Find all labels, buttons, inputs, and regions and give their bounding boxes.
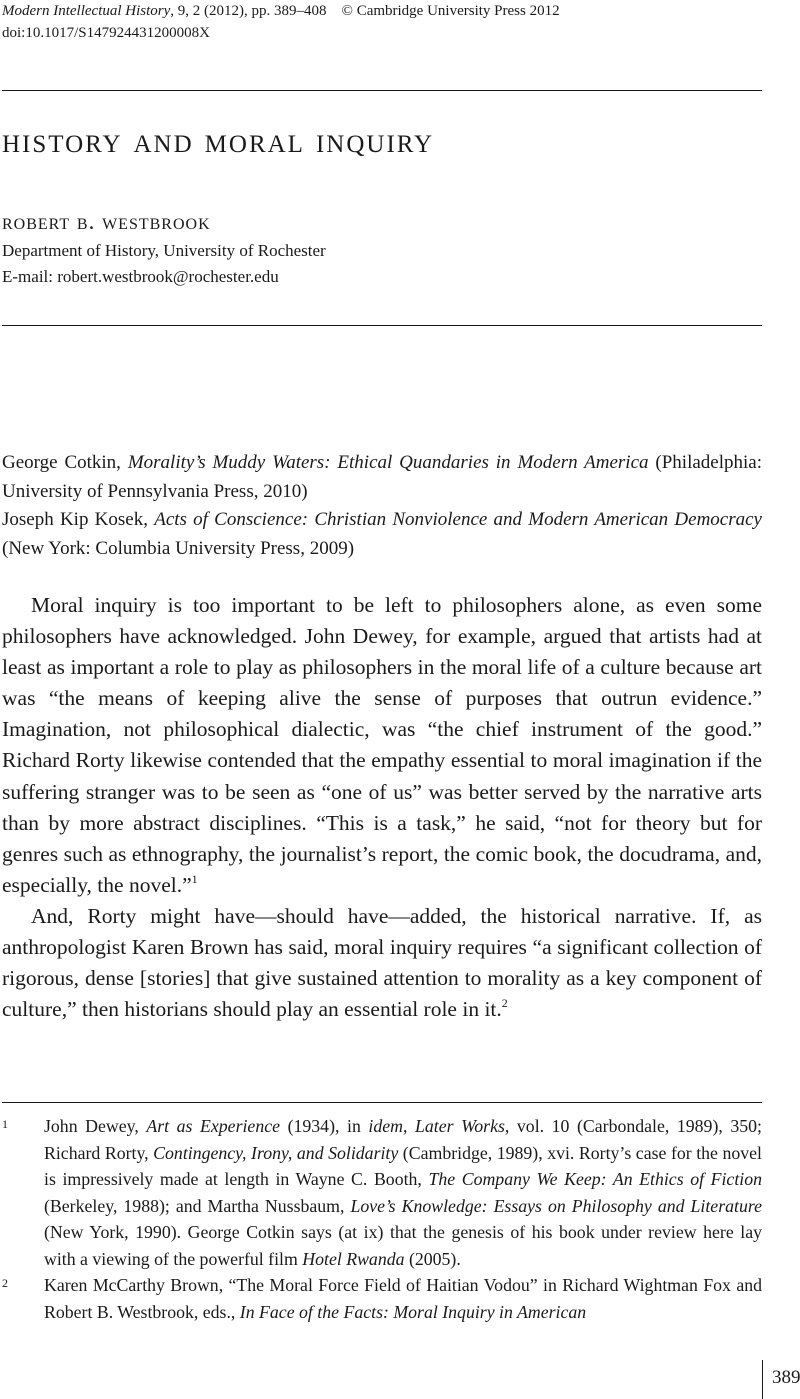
- doi: doi:10.1017/S147924431200008X: [2, 25, 210, 41]
- footnote-1: 1 John Dewey, Art as Experience (1934), in idem, Later Works, vol. 10 (Carbondale, 1989), 350; Richard Rorty, Contingency, Irony, and Solidarity (Cambridge, 1989), xvi. Rorty’s case for the novel is impressively made at length in Wayne C. Booth, The Company We Keep: An Ethics of Fiction (Berkeley, 1988); and Martha Nussbaum, Love’s Knowledge: Essays on Philosophy and Literature (New York, 1990). George Cotkin says (at ix) that the genesis of his book under review here lay with a viewing of the powerful film Hotel Rwanda (2005).: [2, 1113, 762, 1272]
- author-name: robert b. westbrook: [2, 209, 211, 234]
- paragraph: And, Rorty might have—should have—added, the historical narrative. If, as anthropologist Karen Brown has said, moral inquiry requires “a significant collection of rigorous, dense [stories] that give sustained attention to morality as a key component of culture,” then historians should play an essential role in it.$^2$: [2, 903, 762, 1022]
- article-title: history and moral inquiry: [2, 120, 435, 160]
- reviewed-book-2: Joseph Kip Kosek, Acts of Conscience: Christian Nonviolence and Modern American Democracy (New York: Columbia University Press, 2009): [2, 509, 762, 559]
- email: E-mail: robert.westbrook@rochester.edu: [2, 267, 279, 286]
- footnote-number: 2: [2, 1276, 8, 1290]
- footnote-ref: 2: [501, 996, 508, 1011]
- footnote-rule: [2, 1102, 762, 1103]
- footnote-2: 2 Karen McCarthy Brown, “The Moral Force Field of Haitian Vodou” in Richard Wightman Fox and Robert B. Westbrook, eds., In Face of the Facts: Moral Inquiry in American: [2, 1272, 762, 1325]
- page-number-divider: [762, 1360, 763, 1399]
- affiliation: Department of History, University of Rochester: [2, 241, 326, 260]
- citation-line: [2, 0, 560, 22]
- issue-info: , 9, 2 (2012), pp. 389–408: [170, 3, 327, 19]
- book-title: Acts of Conscience: Christian Nonviolence and Modern American Democracy: [154, 509, 762, 530]
- author-affiliation-block: [2, 238, 326, 290]
- reviewed-books: [2, 449, 762, 563]
- footnote-ref: 1: [191, 871, 198, 886]
- header-bottom-rule: [2, 325, 762, 326]
- footnotes: [2, 1113, 762, 1325]
- footnote-number: 1: [2, 1117, 8, 1131]
- page-number: 389: [772, 1367, 800, 1388]
- journal-name: Modern Intellectual History: [2, 3, 171, 19]
- paragraph: Moral inquiry is too important to be left to philosophers alone, as even some philosophers have acknowledged. John Dewey, for example, argued that artists had at least as important a role to play as philosophers in the moral life of a culture because art was “the means of keeping alive the sense of purposes that outrun evidence.” Imagination, not philosophical dialectic, was “the chief instrument of the good.” Richard Rorty likewise contended that the empathy essential to moral imagination if the suffering stranger was to be seen as “one of us” was better served by the narrative arts than by more abstract disciplines. “This is a task,” he said, “not for theory but for genres such as ethnography, the journalist’s report, the comic book, the docudrama, and, especially, the novel.”$^1$: [2, 593, 762, 897]
- reviewed-book-1: George Cotkin, Morality’s Muddy Waters: Ethical Quandaries in Modern America (Philadelphia: University of Pennsylvania Press, 2010): [2, 452, 762, 502]
- copyright: © Cambridge University Press 2012: [341, 3, 560, 19]
- book-title: Morality’s Muddy Waters: Ethical Quandaries in Modern America: [127, 452, 649, 473]
- article-body: [2, 590, 762, 1025]
- running-header: [2, 0, 560, 44]
- top-rule: [2, 90, 762, 91]
